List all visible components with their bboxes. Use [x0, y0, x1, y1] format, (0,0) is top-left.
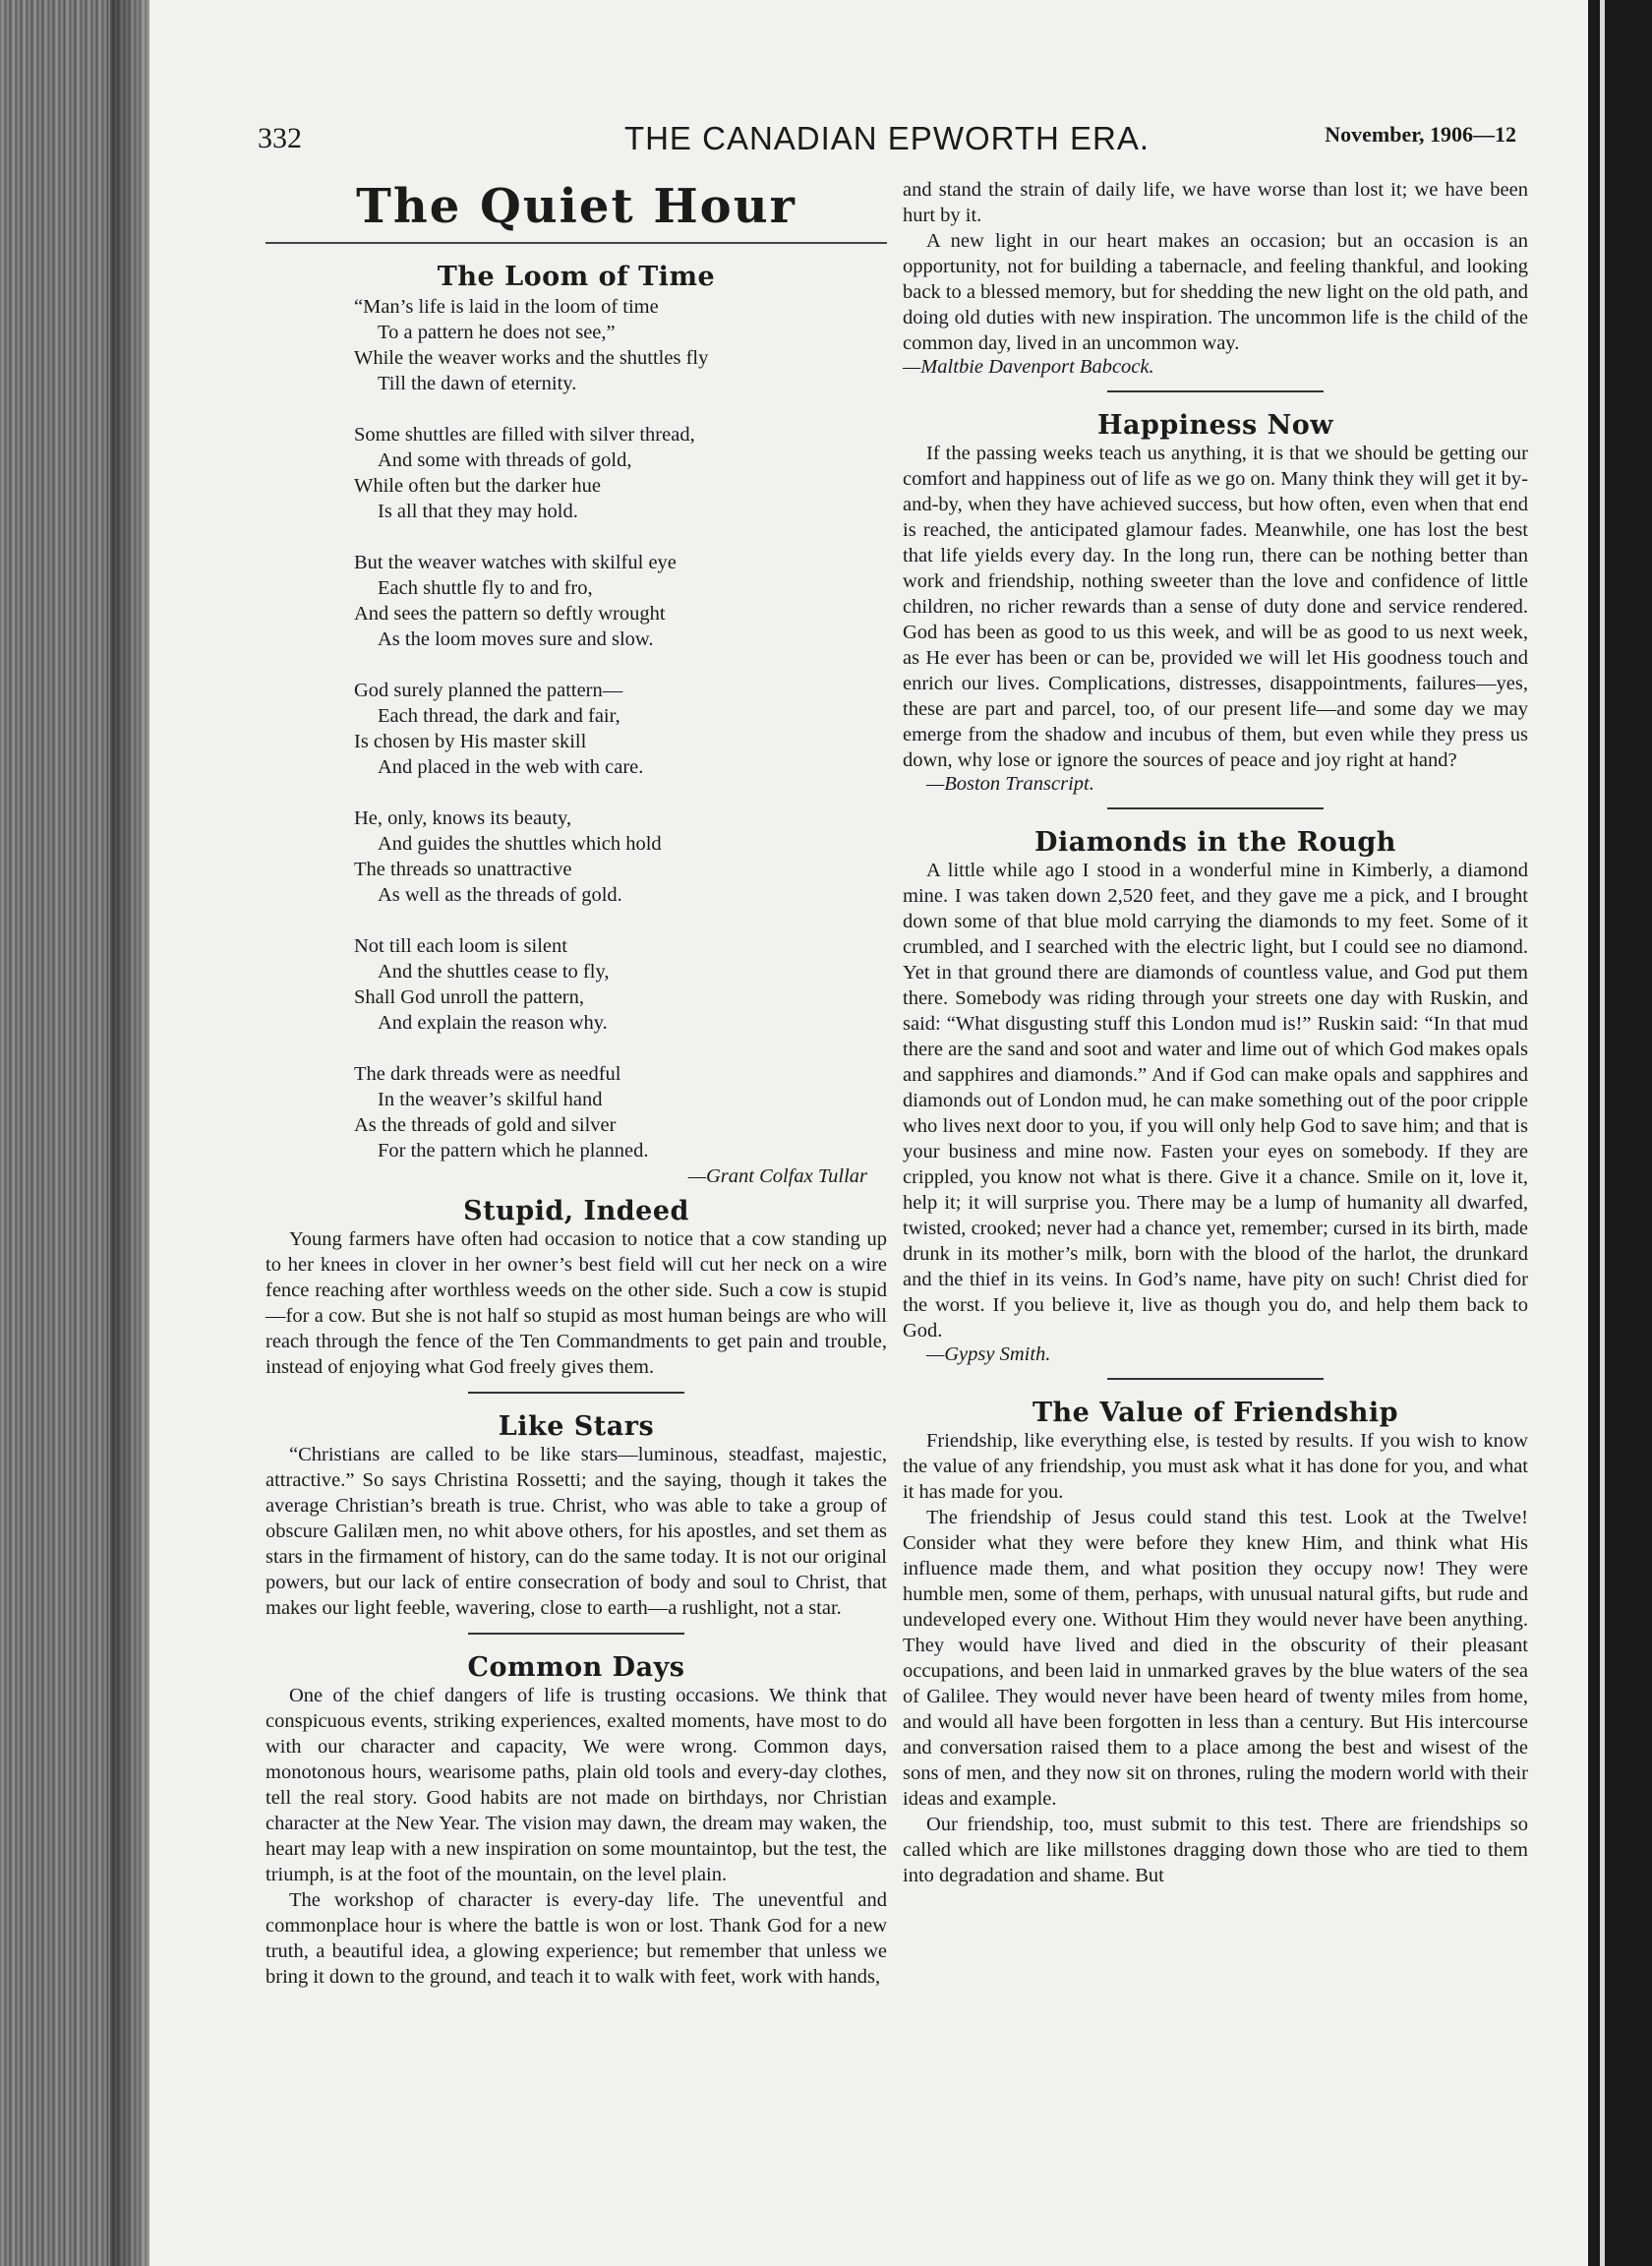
- section-divider: [1107, 1378, 1324, 1380]
- poem-line: He, only, knows its beauty,: [354, 807, 572, 829]
- poem-line: Shall God unroll the pattern,: [354, 986, 584, 1008]
- diamonds-title: Diamonds in the Rough: [1034, 827, 1396, 858]
- poem-line: And placed in the web with care.: [378, 756, 644, 778]
- poem-line: And explain the reason why.: [378, 1012, 608, 1034]
- poem-line: And guides the shuttles which hold: [378, 833, 662, 855]
- stanza: [354, 550, 887, 652]
- stanza: [354, 805, 887, 908]
- friendship-paragraph: The friendship of Jesus could stand this test. Look at the Twelve! Consider what they were before they knew Him, and think what His influence made them, and what position they occupy now! They were humble men, some of them, perhaps, with unusual natural gifts, but rude and undeveloped every one. Without Him they would never have been anything. They would have lived and died in the obscurity of their pleasant occupations, and been laid in unmarked graves by the blue waters of the sea of Galilee. They would never have been heard of twenty miles from home, and would all have been forgotten in less than a century. But His intercourse and conversation raised them to a place among the best and wisest of the sons of men, and they now sit on thrones, ruling the modern world with their ideas and example.: [903, 1507, 1528, 1810]
- poem-line: To a pattern he does not see,”: [378, 322, 616, 343]
- poem-line: In the weaver’s skilful hand: [378, 1089, 603, 1110]
- poem-line: Is all that they may hold.: [378, 501, 578, 522]
- next-page-edge: [1588, 0, 1652, 2266]
- book-binding: [0, 0, 149, 2266]
- poem-line: And sees the pattern so deftly wrought: [354, 603, 666, 625]
- diamonds-attribution: —Gypsy Smith.: [926, 1343, 1051, 1365]
- stars-title: Like Stars: [498, 1411, 655, 1442]
- diamonds-paragraph: A little while ago I stood in a wonderful mine in Kimberly, a diamond mine. I was taken down 2,520 feet, and they gave me a pick, and I brought down some of that blue mold carrying the diamonds to my feet. Some of it crumbled, and I searched with the electric light, but I could see no diamond. Yet in that ground there are diamonds of countless value, and God put them there. Somebody was riding through your streets one day with Ruskin, and said: “What disgusting stuff this London mud is!” Ruskin said: “In that mud there are the sand and soot and water and lime out of which God makes opals and sapphires and diamonds.” And if God can make opals and sapphires and diamonds out of London mud, he can make something out of the poor cripple who lives next door to you, if you will only help God to save him; and that is your business and mine now. Fasten your eyes on somebody. If they are crippled, you know not what is there. Give it a chance. Smile on it, love it, help it; it will surprise you. There may be a lump of humanity all dwarfed, twisted, crooked; never had a chance yet, remember; cursed in its birth, made drunk in its mother’s milk, born with the blood of the harlot, the drunkard and the thief in its veins. In God’s name, have pity on such! Christ died for the worst. If you believe it, live as though you do, and help them back to God.: [903, 860, 1528, 1342]
- stanza: [354, 933, 887, 1036]
- poem-line: God surely planned the pattern—: [354, 680, 623, 701]
- friendship-paragraph: Our friendship, too, must submit to this test. There are friendships so called which are like millstones dragging down those who are tied to them into degradation and shame. But: [903, 1814, 1528, 1886]
- poem-line: Not till each loom is silent: [354, 935, 567, 957]
- main-title: The Quiet Hour: [356, 179, 796, 234]
- loom-attribution: —Grant Colfax Tullar: [687, 1165, 867, 1187]
- stanza: [354, 422, 887, 524]
- poem-line: While often but the darker hue: [354, 475, 602, 497]
- poem-line: As the threads of gold and silver: [354, 1114, 617, 1136]
- section-divider: [468, 1392, 684, 1394]
- happiness-title: Happiness Now: [1096, 410, 1334, 441]
- poem-line: And the shuttles cease to fly,: [378, 961, 610, 983]
- poem-line: As well as the threads of gold.: [378, 884, 622, 906]
- poem-line: The threads so unattractive: [354, 859, 572, 880]
- journal-title: THE CANADIAN EPWORTH ERA.: [623, 120, 1150, 156]
- poem-line: Each thread, the dark and fair,: [378, 705, 620, 727]
- poem-line: Some shuttles are filled with silver thread,: [354, 424, 695, 446]
- stanza: [354, 678, 887, 780]
- common-continued-paragraph: A new light in our heart makes an occasion; but an occasion is an opportunity, not for building a tabernacle, and feeling thankful, and looking back to a blessed memory, but for shedding the new light on the old path, and doing old duties with new inspiration. The uncommon life is the child of the common day, lived in an uncommon way.: [903, 230, 1528, 354]
- section-divider: [1107, 390, 1324, 392]
- stars-paragraph: “Christians are called to be like stars—luminous, steadfast, majestic, attractive.” So says Christina Rossetti; and the saying, though it takes the average Christian’s breath is true. Christ, who was able to take a group of obscure Galilæn men, no whit above others, for his apostles, and set them as stars in the firmament of history, can do the same today. It is not our original powers, but our lack of entire consecration of body and soul to Christ, that makes our light feeble, wavering, close to earth—a rushlight, not a star.: [266, 1444, 887, 1619]
- common-paragraph: The workshop of character is every-day life. The uneventful and commonplace hour is where the battle is won or lost. Thank God for a new truth, a beautiful idea, a glowing experience; but remember that unless we bring it down to the ground, and teach it to walk with feet, work with hands,: [266, 1889, 887, 1988]
- common-title: Common Days: [467, 1652, 685, 1683]
- poem-line: As the loom moves sure and slow.: [378, 628, 654, 650]
- friendship-title: The Value of Friendship: [1032, 1398, 1399, 1428]
- stupid-paragraph: Young farmers have often had occasion to notice that a cow standing up to her knees in clover in her owner’s best field will cut her neck on a wire fence reaching after worthless weeds on the other side. Such a cow is stupid—for a cow. But she is not half so stupid as most human beings are who will reach through the fence of the Ten Commandments to get pain and trouble, instead of enjoying what God freely gives them.: [266, 1228, 887, 1378]
- poem-line: And some with threads of gold,: [378, 449, 632, 471]
- common-continued-paragraph: and stand the strain of daily life, we have worse than lost it; we have been hurt by it.: [903, 179, 1528, 226]
- poem-line: For the pattern which he planned.: [378, 1140, 649, 1162]
- poem-line: “Man’s life is laid in the loom of time: [354, 296, 659, 318]
- right-column: [903, 177, 1528, 1888]
- happiness-attribution: —Boston Transcript.: [926, 773, 1094, 795]
- poem-line: Each shuttle fly to and fro,: [378, 577, 593, 599]
- issue-date: November, 1906—12: [1325, 122, 1516, 147]
- loom-title: The Loom of Time: [437, 262, 716, 292]
- happiness-paragraph: If the passing weeks teach us anything, it is that we should be getting our comfort and happiness out of life as we go on. Many think they will get it by-and-by, when they have achieved success, but how often, even when that end is reached, the anticipated glamour fades. Meanwhile, one has lost the best that life yields every day. In the long run, there can be nothing better than work and friendship, nothing sweeter than the love and confidence of little children, no richer rewards than a sense of duty done and service rendered. God has been as good to us this week, and will be as good to us next week, as He ever has been or can be, provided we will let His goodness touch and enrich our lives. Complications, distresses, disappointments, failures—yes, these are part and parcel, too, of our present life—and some day we may emerge from the shadow and incubus of them, but even while they press us down, why lose or ignore the sources of peace and joy right at hand?: [903, 443, 1528, 771]
- section-divider: [468, 1633, 684, 1635]
- poem-line: The dark threads were as needful: [354, 1063, 621, 1085]
- friendship-paragraph: Friendship, like everything else, is tested by results. If you wish to know the value of any friendship, you must ask what it has done for you, and what it has made for you.: [903, 1430, 1528, 1503]
- poem-line: But the weaver watches with skilful eye: [354, 552, 677, 573]
- section-divider: [1107, 807, 1324, 809]
- poem-line: Till the dawn of eternity.: [378, 373, 577, 394]
- loom-poem: [354, 294, 887, 1163]
- stupid-title: Stupid, Indeed: [463, 1196, 689, 1226]
- poem-line: While the weaver works and the shuttles fly: [354, 347, 709, 369]
- left-column: [266, 179, 887, 1990]
- stanza: [354, 294, 887, 396]
- stanza: [354, 1061, 887, 1163]
- common-attribution: —Maltbie Davenport Babcock.: [903, 356, 1154, 378]
- common-paragraph: One of the chief dangers of life is trusting occasions. We think that conspicuous events, striking experiences, exalted moments, have most to do with our character and capacity, We were wrong. Common days, monotonous hours, wearisome paths, plain old tools and every-day clothes, tell the real story. Good habits are not made on birthdays, nor Christian character at the New Year. The vision may dawn, the dream may waken, the heart may leap with a new inspiration on some mountaintop, but the test, the triumph, is at the foot of the mountain, on the level plain.: [266, 1685, 887, 1885]
- poem-line: Is chosen by His master skill: [354, 731, 587, 752]
- page-header: [258, 120, 1516, 159]
- title-rule: [266, 242, 887, 244]
- page-number: 332: [258, 122, 302, 154]
